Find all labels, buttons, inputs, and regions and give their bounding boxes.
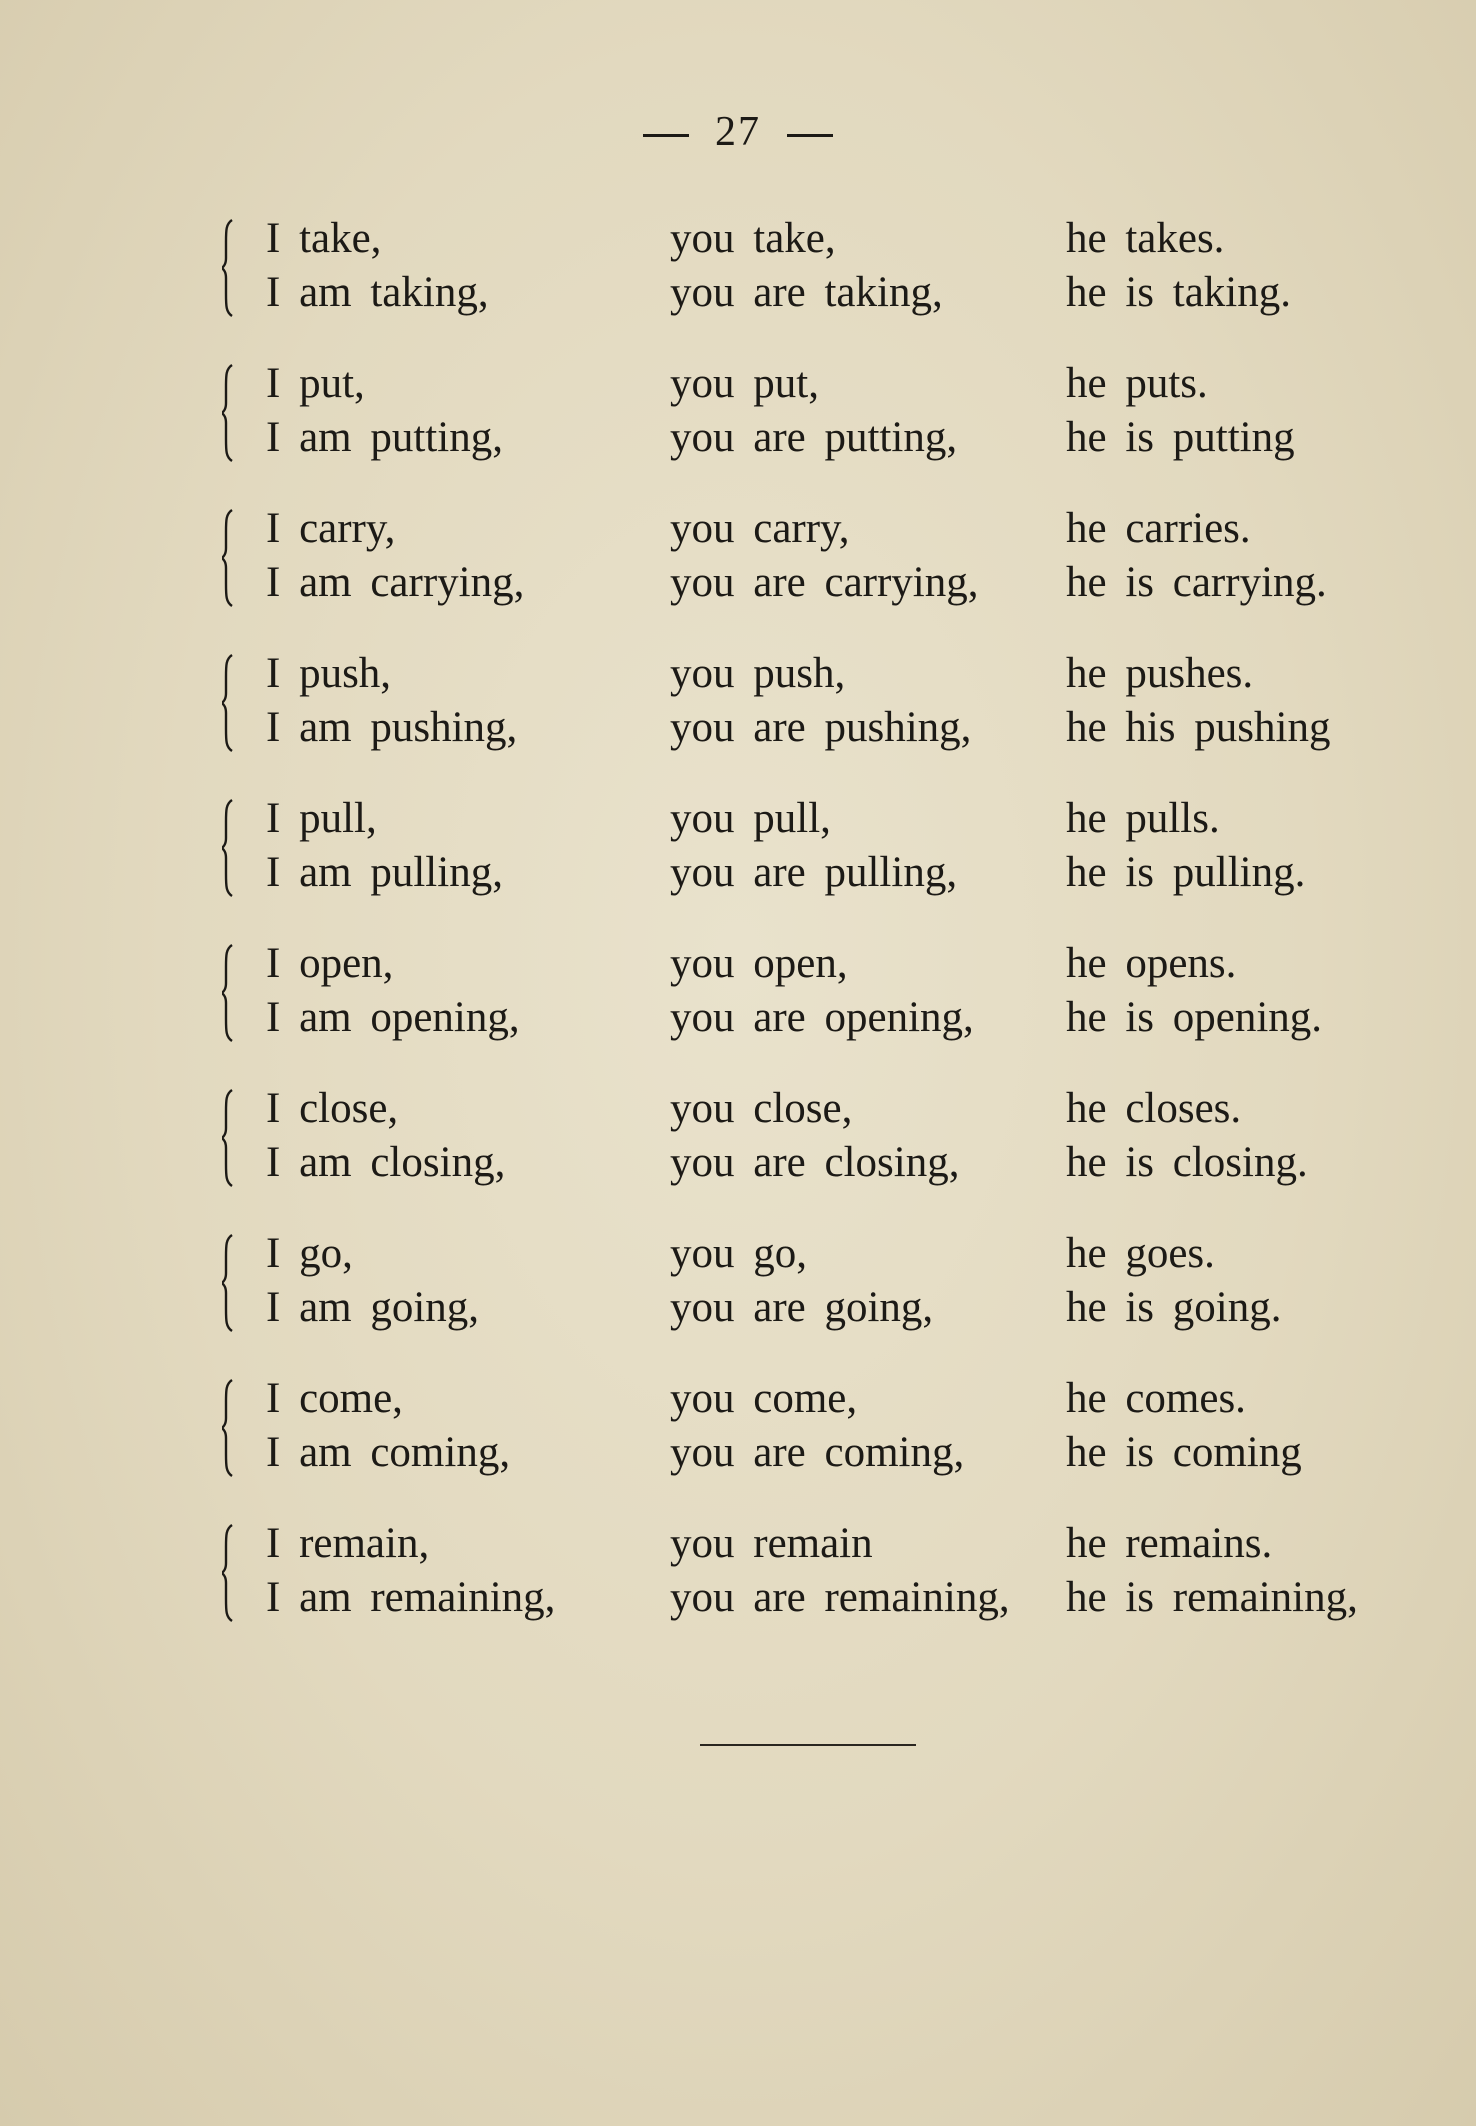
- conjugation-group: [222, 788, 1372, 933]
- conjugation-group: [222, 353, 1372, 498]
- second-person-form: you push,: [670, 650, 846, 697]
- first-person-form: I am taking,: [266, 269, 489, 316]
- third-person-form: he is carrying.: [1066, 559, 1327, 606]
- third-person-form: he is coming: [1066, 1429, 1302, 1476]
- conjugation-group: [222, 1513, 1372, 1658]
- first-person-form: I am opening,: [266, 994, 520, 1041]
- second-person-form: you come,: [670, 1375, 858, 1422]
- closing-divider: [700, 1744, 916, 1746]
- first-person-form: I push,: [266, 650, 392, 697]
- first-person-form: I am pulling,: [266, 849, 503, 896]
- third-person-form: he is opening.: [1066, 994, 1323, 1041]
- brace-icon: [222, 943, 236, 1043]
- second-person-form: you open,: [670, 940, 848, 987]
- second-person-form: you are taking,: [670, 269, 943, 316]
- brace-icon: [222, 1233, 236, 1333]
- brace-icon: [222, 363, 236, 463]
- page-number: [0, 108, 1476, 156]
- conjugation-list: [222, 208, 1372, 1658]
- third-person-form: he puts.: [1066, 360, 1208, 407]
- second-person-form: you are pulling,: [670, 849, 958, 896]
- brace-icon: [222, 653, 236, 753]
- third-person-form: he takes.: [1066, 215, 1225, 262]
- first-person-form: I put,: [266, 360, 365, 407]
- second-person-form: you close,: [670, 1085, 853, 1132]
- second-person-form: you pull,: [670, 795, 831, 842]
- third-person-form: he is putting: [1066, 414, 1295, 461]
- first-person-form: I am going,: [266, 1284, 480, 1331]
- first-person-form: I am pushing,: [266, 704, 518, 751]
- third-person-form: he is taking.: [1066, 269, 1291, 316]
- conjugation-group: [222, 933, 1372, 1078]
- brace-icon: [222, 1523, 236, 1623]
- third-person-form: he is pulling.: [1066, 849, 1306, 896]
- conjugation-group: [222, 1078, 1372, 1223]
- first-person-form: I am carrying,: [266, 559, 525, 606]
- conjugation-group: [222, 208, 1372, 353]
- page-number-dash-left: [643, 134, 689, 137]
- first-person-form: I am putting,: [266, 414, 503, 461]
- third-person-form: he is closing.: [1066, 1139, 1308, 1186]
- second-person-form: you are putting,: [670, 414, 958, 461]
- third-person-form: he carries.: [1066, 505, 1251, 552]
- third-person-form: he opens.: [1066, 940, 1237, 987]
- first-person-form: I pull,: [266, 795, 377, 842]
- first-person-form: I go,: [266, 1230, 353, 1277]
- third-person-form: he pulls.: [1066, 795, 1220, 842]
- third-person-form: he comes.: [1066, 1375, 1246, 1422]
- brace-icon: [222, 798, 236, 898]
- first-person-form: I come,: [266, 1375, 403, 1422]
- page-number-value: 27: [715, 109, 761, 155]
- second-person-form: you are carrying,: [670, 559, 979, 606]
- first-person-form: I am remaining,: [266, 1574, 556, 1621]
- second-person-form: you are opening,: [670, 994, 974, 1041]
- second-person-form: you are coming,: [670, 1429, 965, 1476]
- first-person-form: I open,: [266, 940, 394, 987]
- brace-icon: [222, 1378, 236, 1478]
- third-person-form: he closes.: [1066, 1085, 1242, 1132]
- first-person-form: I take,: [266, 215, 382, 262]
- brace-icon: [222, 218, 236, 318]
- third-person-form: he goes.: [1066, 1230, 1215, 1277]
- second-person-form: you are closing,: [670, 1139, 960, 1186]
- third-person-form: he is going.: [1066, 1284, 1282, 1331]
- second-person-form: you put,: [670, 360, 819, 407]
- second-person-form: you take,: [670, 215, 836, 262]
- second-person-form: you remain: [670, 1520, 873, 1567]
- third-person-form: he is remaining,: [1066, 1574, 1358, 1621]
- second-person-form: you are remaining,: [670, 1574, 1010, 1621]
- conjugation-group: [222, 643, 1372, 788]
- second-person-form: you are pushing,: [670, 704, 972, 751]
- second-person-form: you go,: [670, 1230, 807, 1277]
- brace-icon: [222, 1088, 236, 1188]
- third-person-form: he his pushing: [1066, 704, 1331, 751]
- first-person-form: I remain,: [266, 1520, 430, 1567]
- first-person-form: I am closing,: [266, 1139, 506, 1186]
- conjugation-group: [222, 498, 1372, 643]
- first-person-form: I close,: [266, 1085, 399, 1132]
- conjugation-group: [222, 1223, 1372, 1368]
- third-person-form: he remains.: [1066, 1520, 1273, 1567]
- first-person-form: I am coming,: [266, 1429, 511, 1476]
- second-person-form: you are going,: [670, 1284, 934, 1331]
- second-person-form: you carry,: [670, 505, 850, 552]
- brace-icon: [222, 508, 236, 608]
- first-person-form: I carry,: [266, 505, 396, 552]
- third-person-form: he pushes.: [1066, 650, 1254, 697]
- conjugation-group: [222, 1368, 1372, 1513]
- page-number-dash-right: [787, 134, 833, 137]
